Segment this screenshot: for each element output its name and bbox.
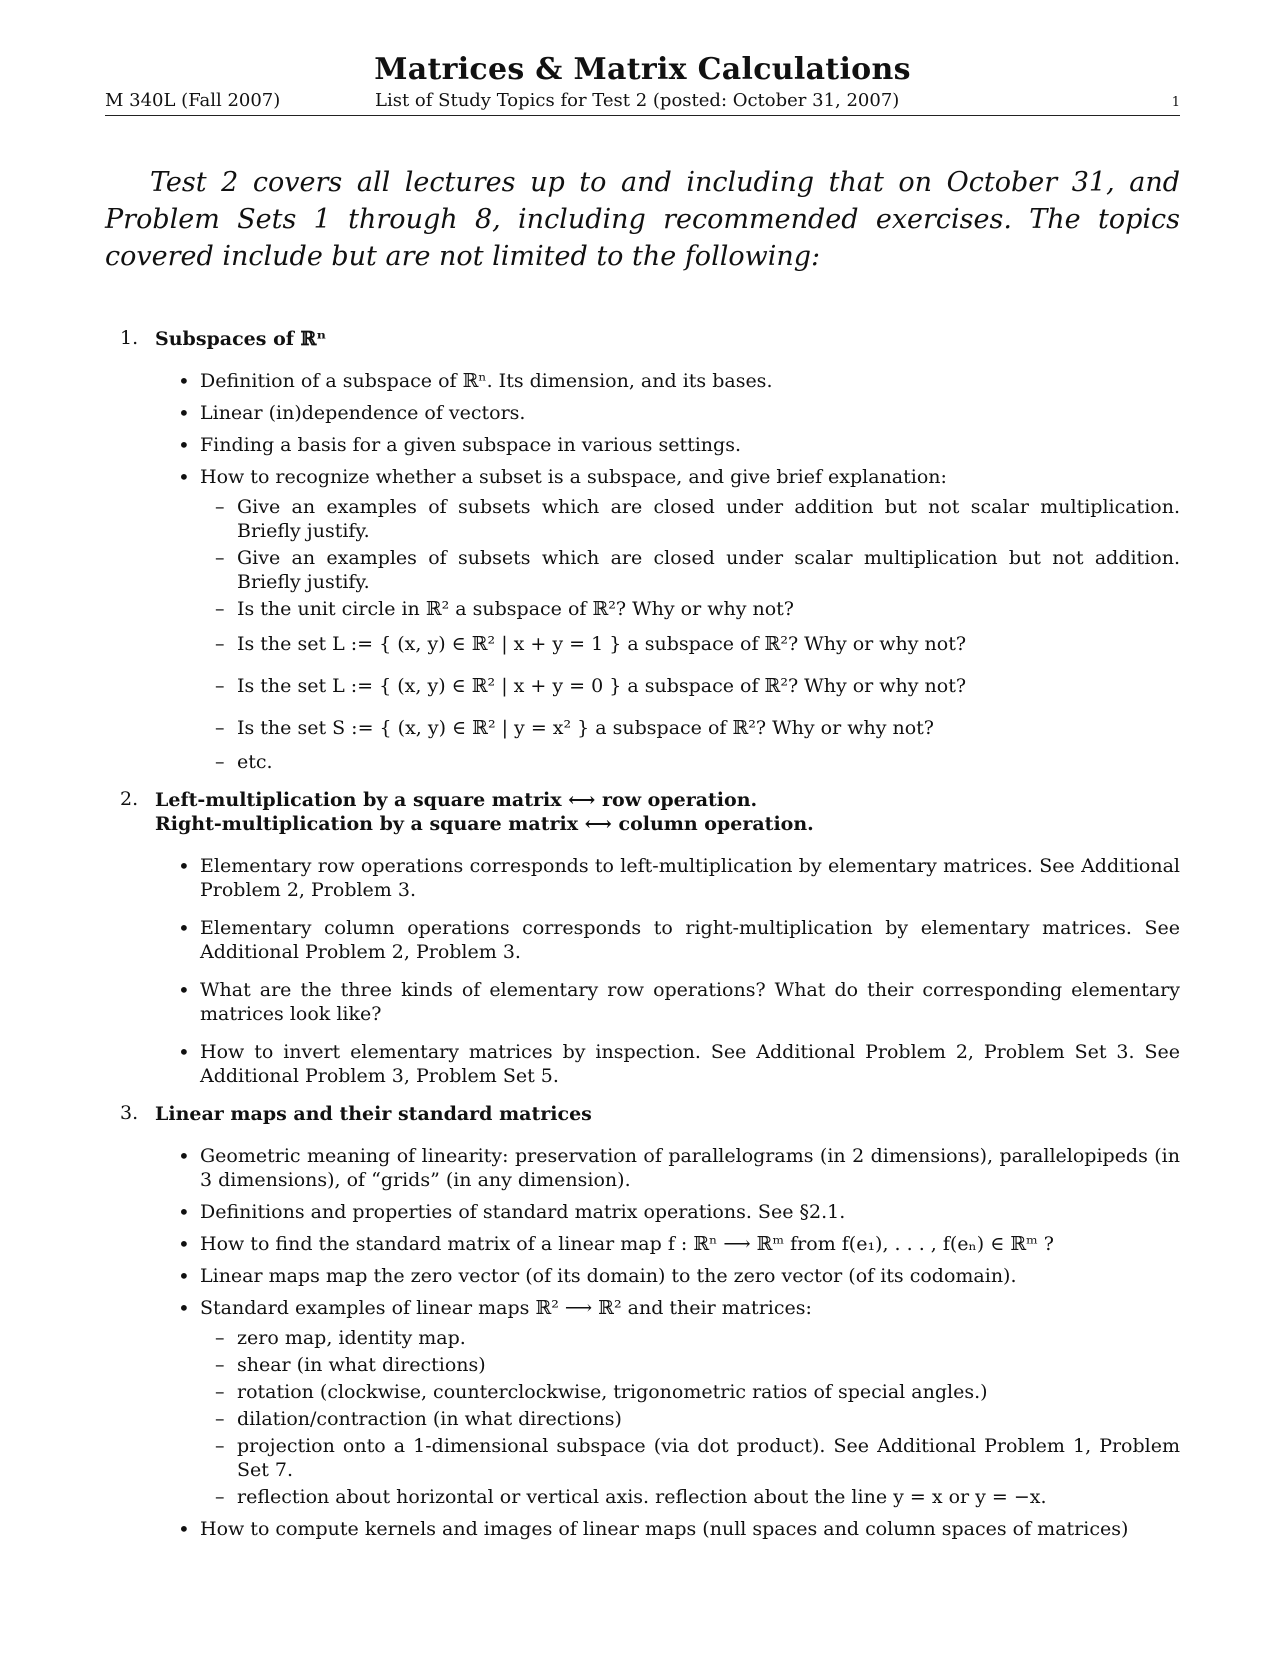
bullet-list (155, 1144, 1180, 1541)
dash-list (200, 495, 1180, 774)
bullet-item: • Linear (in)dependence of vectors. (200, 401, 1180, 425)
section-title: Linear maps and their standard matrices (155, 1103, 592, 1125)
bullet-item: • Geometric meaning of linearity: preservation of parallelograms (in 2 dimensions), parallelopipeds (in 3 dimensions), of “grids” (in any dimension). (200, 1144, 1180, 1192)
bullet-item: • Definition of a subspace of ℝⁿ. Its dimension, and its bases. (200, 369, 1180, 393)
bullet-text: Standard examples of linear maps ℝ² ⟶ ℝ² and their matrices: (200, 1297, 812, 1319)
section-title: Subspaces of ℝⁿ (155, 328, 327, 350)
dash-list (200, 1326, 1180, 1509)
bullet-item: • Elementary row operations corresponds to left-multiplication by elementary matrices. See Additional Problem 2, Problem 3. (200, 854, 1180, 902)
bullet-list (155, 854, 1180, 1088)
dash-item: – Is the set S := { (x, y) ∈ ℝ² | y = x² } a subspace of ℝ²? Why or why not? (237, 708, 1180, 748)
dash-item: – Is the set L := { (x, y) ∈ ℝ² | x + y = 1 } a subspace of ℝ²? Why or why not? (237, 624, 1180, 664)
bullet-text: How to recognize whether a subset is a subspace, and give brief explanation: (200, 466, 947, 488)
bullet-item: • How to invert elementary matrices by inspection. See Additional Problem 2, Problem Set 3. See Additional Problem 3, Problem Set 5. (200, 1040, 1180, 1088)
section-title-line-1: Left-multiplication by a square matrix ⟷ row operation. (155, 789, 758, 811)
topic-list (105, 327, 1180, 1541)
bullet-item: • What are the three kinds of elementary row operations? What do their corresponding elementary matrices look like? (200, 978, 1180, 1026)
bullet-item: • Finding a basis for a given subspace in various settings. (200, 433, 1180, 457)
running-header (105, 90, 1180, 116)
dash-item: – reflection about horizontal or vertical axis. reflection about the line y = x or y = −x. (237, 1485, 1180, 1509)
intro-paragraph: Test 2 covers all lectures up to and including that on October 31, and Problem Sets 1 through 8, including recommended exercises. The topics covered include but are not limited to the following: (105, 167, 1180, 272)
bullet-item: • How to find the standard matrix of a linear map f : ℝⁿ ⟶ ℝᵐ from f(e₁), . . . , f(eₙ) ∈ ℝᵐ ? (200, 1232, 1180, 1256)
bullet-list (155, 369, 1180, 774)
dash-item: – Give an examples of subsets which are closed under scalar multiplication but not addition. Briefly justify. (237, 546, 1180, 594)
bullet-item (200, 1296, 1180, 1509)
topic-section-2 (105, 788, 1180, 1088)
topic-section-3 (105, 1102, 1180, 1541)
dash-item: – projection onto a 1-dimensional subspace (via dot product). See Additional Problem 1, Problem Set 7. (237, 1434, 1180, 1482)
bullet-item: • How to compute kernels and images of linear maps (null spaces and column spaces of matrices) (200, 1517, 1180, 1541)
section-number: 2. (120, 788, 139, 810)
section-number: 1. (120, 327, 139, 349)
dash-item: – dilation/contraction (in what directions) (237, 1407, 1180, 1431)
page-number: 1 (1171, 95, 1180, 110)
dash-item: – shear (in what directions) (237, 1353, 1180, 1377)
course-label: M 340L (Fall 2007) (105, 90, 281, 111)
dash-item: – Is the set L := { (x, y) ∈ ℝ² | x + y = 0 } a subspace of ℝ²? Why or why not? (237, 666, 1180, 706)
bullet-item: • Definitions and properties of standard matrix operations. See §2.1. (200, 1200, 1180, 1224)
dash-item: – rotation (clockwise, counterclockwise, trigonometric ratios of special angles.) (237, 1380, 1180, 1404)
dash-item: – etc. (237, 750, 1180, 774)
topic-section-1 (105, 327, 1180, 774)
bullet-item (200, 465, 1180, 774)
document-subtitle: List of Study Topics for Test 2 (posted: October 31, 2007) (375, 90, 900, 111)
dash-item: – Give an examples of subsets which are closed under addition but not scalar multiplication. Briefly justify. (237, 495, 1180, 543)
section-title-line-2: Right-multiplication by a square matrix ⟷ column operation. (155, 813, 814, 835)
section-number: 3. (120, 1102, 139, 1124)
document-title: Matrices & Matrix Calculations (374, 52, 911, 87)
document-page (105, 50, 1180, 1557)
dash-item: – zero map, identity map. (237, 1326, 1180, 1350)
bullet-item: • Elementary column operations corresponds to right-multiplication by elementary matrices. See Additional Problem 2, Problem 3. (200, 916, 1180, 964)
bullet-item: • Linear maps map the zero vector (of its domain) to the zero vector (of its codomain). (200, 1264, 1180, 1288)
dash-item: – Is the unit circle in ℝ² a subspace of ℝ²? Why or why not? (237, 597, 1180, 621)
